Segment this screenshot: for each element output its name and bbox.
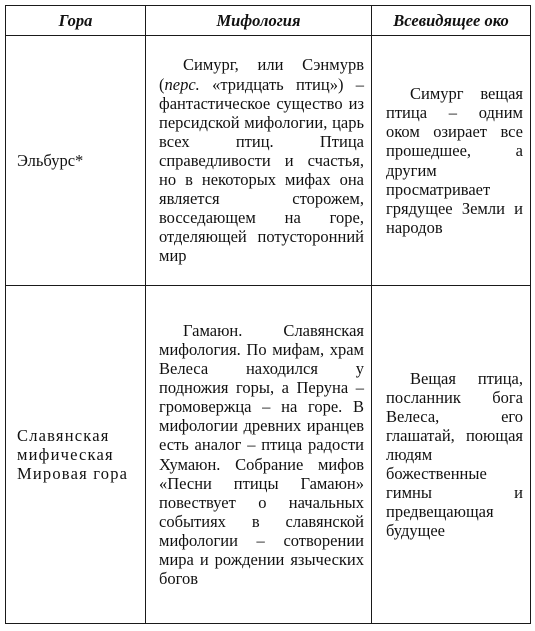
mountain-cell — [6, 286, 146, 624]
table-row — [6, 286, 531, 624]
mountain-cell — [6, 36, 146, 286]
mythology-text-rest: «тридцать птиц») – фантастическое существо из персидской мифологии, царь всех птиц. Птица справедливости и счастья, но в некоторых мифах она является сторожем, восседающем на горе, отделяющей потусторонний мир — [159, 74, 364, 266]
mythology-text: Гамаюн. Славянская мифология. По мифам, храм Велеса находился у подножия горы, а Перуна – громовержца – на горе. В мифологии древних иранцев есть аналог – птица радости Хумаюн. Собрание мифов «Песни птицы Гамаюн» повествует о начальных событиях в славянской мифологии – сотворении мира и рождении языческих богов — [159, 320, 364, 589]
mythology-text-italic: перс. — [164, 74, 200, 94]
header-all-seeing-eye: Всевидящее око — [372, 6, 531, 36]
mountain-name: Славянская мифическая Мировая гора — [17, 425, 129, 484]
mythology-cell — [146, 286, 372, 624]
all-seeing-eye-cell — [372, 36, 531, 286]
mountain-name: Эльбурс* — [17, 150, 84, 170]
all-seeing-eye-text: Симург вещая птица – одним оком озирает все прошедшее, а другим просматривает грядущее Земли и народов — [386, 84, 523, 237]
header-mountain: Гора — [6, 6, 146, 36]
header-row — [6, 6, 531, 36]
header-mythology: Мифология — [146, 6, 372, 36]
mythology-text-prefix: Симург, или Сэнмурв ( — [159, 55, 364, 94]
mythology-cell — [146, 36, 372, 286]
all-seeing-eye-text: Вещая птица, посланник бога Велеса, его глашатай, поющая людям божественные гимны и предвещающая будущее — [386, 368, 523, 541]
mythology-table — [5, 5, 531, 624]
all-seeing-eye-cell — [372, 286, 531, 624]
table-row — [6, 36, 531, 286]
